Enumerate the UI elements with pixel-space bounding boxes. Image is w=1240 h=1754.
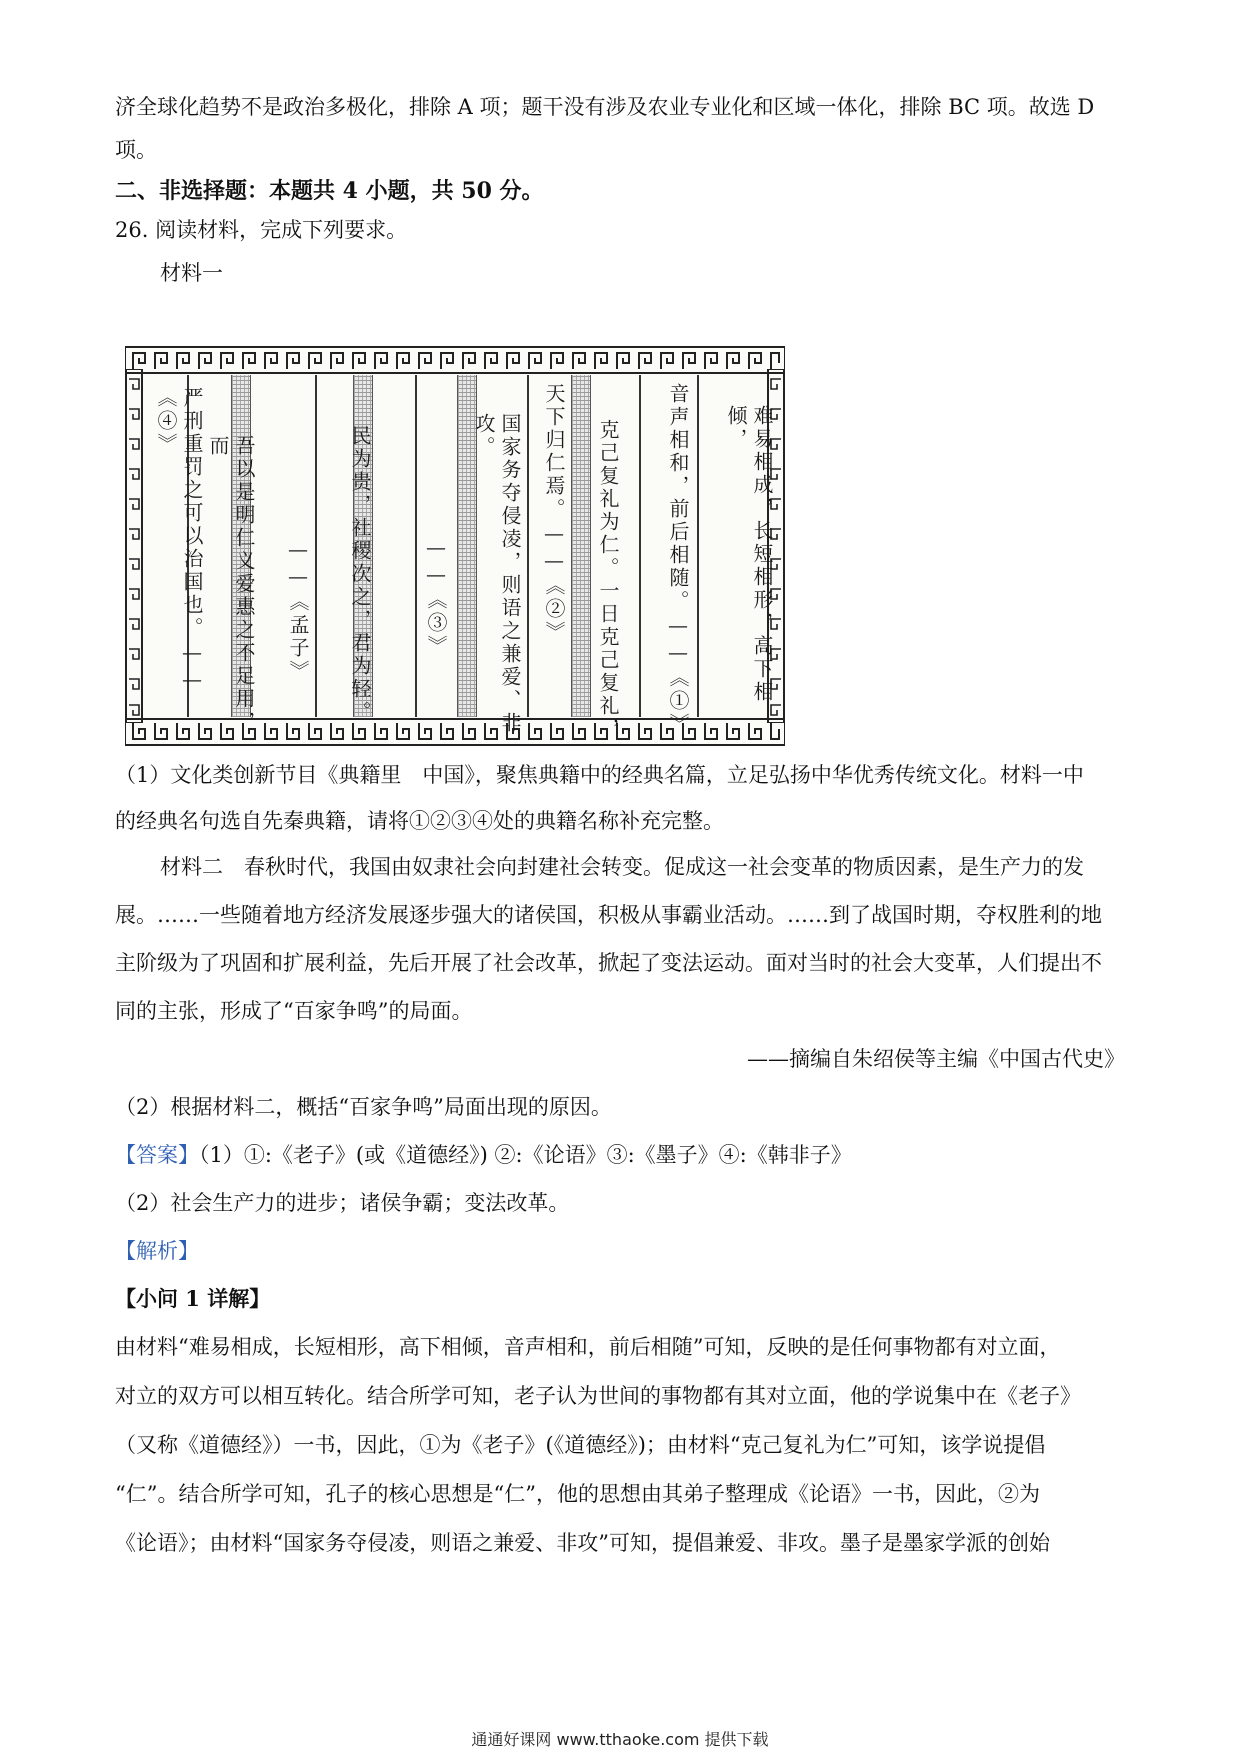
top-paragraph-line-1: 济全球化趋势不是政治多极化，排除 A 项；题干没有涉及农业专业化和区域一体化，排除 BC 项。故选 D [115,95,1095,119]
scroll-column-5: 国家务夺侵凌，则语之兼爱、非攻。 [472,413,522,735]
sub-question-1-heading: 【小问 1 详解】 [115,1286,271,1311]
answer-2: （2）社会生产力的进步；诸侯争霸；变法改革。 [115,1191,570,1215]
explanation-line-2: 对立的双方可以相互转化。结合所学可知，老子认为世间的事物都有其对立面，他的学说集中在《老子》 [115,1384,1081,1408]
scroll-column-4: 天下归仁焉。——《②》 [542,383,566,644]
question-1-line-1: （1）文化类创新节目《典籍里 中国》，聚焦典籍中的经典名篇，立足弘扬中华优秀传统文化。材料一中 [115,763,1084,787]
footer-text: 通通好课网 www.tthaoke.com 提供下载 [471,1730,769,1749]
scroll-column-3: 克己复礼为仁。一日克己复礼， [596,419,620,741]
answer-tag: 【答案】 [115,1143,199,1167]
material-2-line-3: 主阶级为了巩固和扩展利益，先后开展了社会改革，掀起了变法运动。面对当时的社会大变革，人们提出不 [115,951,1102,975]
question-2: （2）根据材料二，概括“百家争鸣”局面出现的原因。 [115,1095,612,1119]
answer-line-1 [115,1140,1130,1170]
explanation-line-5: 《论语》；由材料“国家务夺侵凌，则语之兼爱、非攻”可知，提倡兼爱、非攻。墨子是墨家学派的创始 [115,1531,1050,1555]
material-2-line-4: 同的主张，形成了“百家争鸣”的局面。 [115,999,473,1023]
question-26-stem: 26. 阅读材料，完成下列要求。 [115,218,408,242]
material-2-line-2: 展。……一些随着地方经济发展逐步强大的诸侯国，积极从事霸业活动。……到了战国时期，夺权胜利的地 [115,903,1102,927]
slip-divider [315,375,317,717]
material-1-figure [125,345,785,747]
scroll-column-9: 吾以是明仁义爱惠之不足用，而 [206,435,256,734]
scroll-column-1: 难易相成，长短相形，高下相倾， [724,405,774,704]
slip-texture-band [571,375,591,717]
fret-border-left [125,369,143,723]
question-1-line-2: 的经典名句选自先秦典籍，请将①②③④处的典籍名称补充完整。 [115,809,724,833]
explanation-line-3: （又称《道德经》）一书，因此，①为《老子》(《道德经》)；由材料“克己复礼为仁”可知，该学说提倡 [115,1433,1046,1457]
material-2-source: ——摘编自朱绍侯等主编《中国古代史》 [747,1047,1125,1071]
explanation-line-1: 由材料“难易相成，长短相形，高下相倾，音声相和，前后相随”可知，反映的是任何事物都有对立面， [115,1335,1061,1359]
scroll-column-6: ——《③》 [424,535,448,658]
fret-border-top [125,345,785,375]
answer-1: （1）①:《老子》(或《道德经》) ②:《论语》③:《墨子》④:《韩非子》 [199,1143,852,1167]
scroll-column-7: 民为贵，社稷次之，君为轻。 [348,425,372,724]
scroll-column-10: 严刑重罚之可以治国也。——《④》 [154,387,204,694]
slip-divider [697,375,699,717]
scroll-column-2: 音声相和，前后相随。——《①》 [666,383,690,736]
explanation-line-4: “仁”。结合所学可知，孔子的核心思想是“仁”，他的思想由其弟子整理成《论语》一书，因此，②为 [115,1482,1040,1506]
top-paragraph-line-2: 项。 [115,138,157,162]
analysis-tag: 【解析】 [115,1239,199,1263]
section-heading: 二、非选择题：本题共 4 小题，共 50 分。 [115,178,544,204]
material-1-label: 材料一 [160,261,223,285]
slip-divider [639,375,641,717]
material-2-line-1: 材料二 春秋时代，我国由奴隶社会向封建社会转变。促成这一社会变革的物质因素，是生产力的发 [160,855,1084,879]
slip-divider [527,375,529,717]
scroll-column-8: ——《孟子》 [286,537,310,683]
slip-divider [415,375,417,717]
